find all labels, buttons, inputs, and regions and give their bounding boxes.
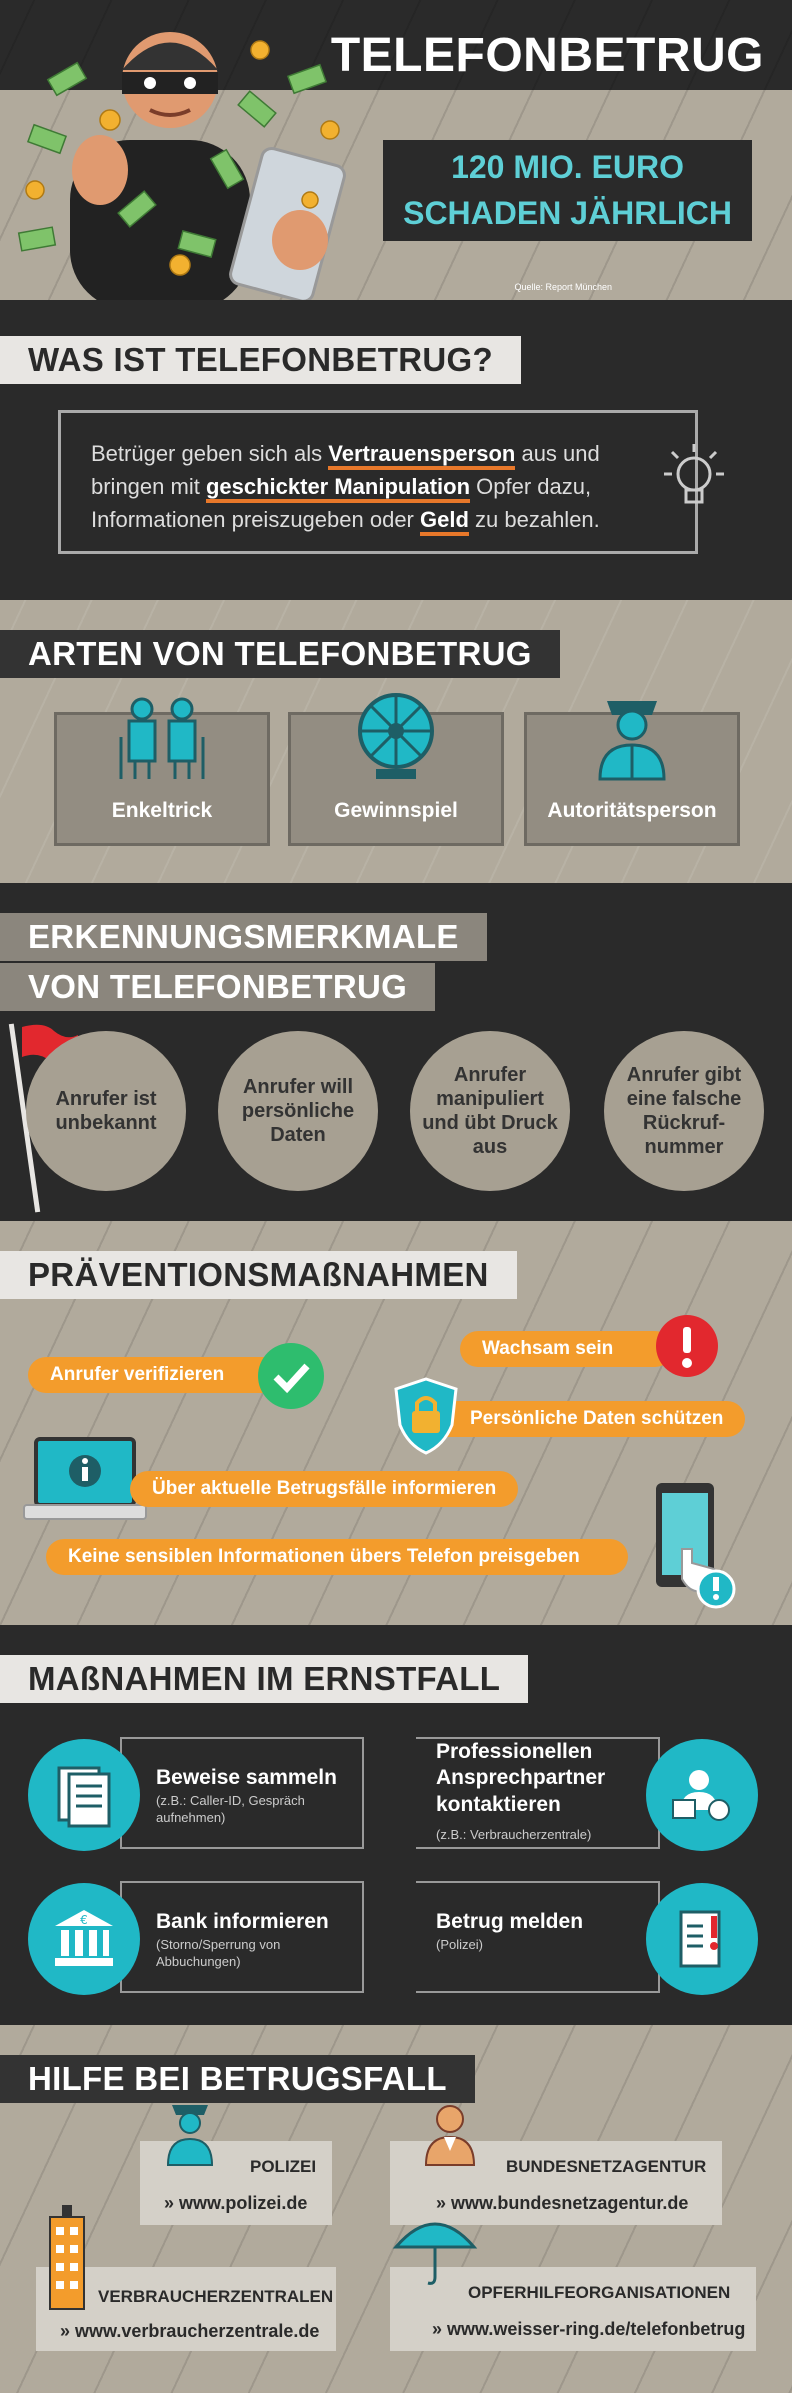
- help-link[interactable]: » www.weisser-ring.de/telefonbetrug: [432, 2319, 746, 2339]
- help-heading: HILFE BEI BETRUGSFALL: [0, 2055, 475, 2103]
- smartphone-touch-icon: [652, 1479, 742, 1609]
- emergency-title: Bank informieren: [156, 1910, 329, 1933]
- emergency-section: [0, 1625, 792, 2025]
- emergency-item-report: [410, 1873, 792, 2003]
- prevention-item: Keine sensiblen Informationen übers Telefon preisgeben: [46, 1539, 628, 1575]
- emergency-item-bank: [0, 1873, 380, 2003]
- definition-heading: WAS IST TELEFONBETRUG?: [0, 336, 521, 384]
- type-label: Gewinnspiel: [334, 799, 458, 822]
- shield-lock-icon: [390, 1375, 462, 1455]
- damage-badge: [383, 140, 752, 241]
- type-card-lottery: [288, 712, 504, 846]
- type-label: Autoritätsperson: [547, 799, 717, 822]
- type-card-authority: [524, 712, 740, 846]
- definition-box: [58, 410, 698, 554]
- main-title: TELEFONBETRUG: [330, 29, 764, 82]
- emergency-item-contact: [410, 1729, 792, 1859]
- prevention-item: Wachsam sein: [460, 1331, 673, 1367]
- definition-text-2: aus und bringen mit: [91, 441, 600, 499]
- prevention-heading: PRÄVENTIONSMAßNAHMEN: [0, 1251, 517, 1299]
- prevention-section: [0, 1221, 792, 1625]
- definition-text-4: zu bezahlen.: [468, 507, 600, 532]
- types-heading: ARTEN VON TELEFONBETRUG: [0, 630, 560, 678]
- prevention-item: Persönliche Daten schützen: [420, 1401, 745, 1437]
- emergency-subtitle: (Storno/Sperrung von Abbuchungen): [156, 1937, 281, 1969]
- emergency-subtitle: (z.B.: Verbraucherzentrale): [436, 1827, 592, 1842]
- police-officer-icon: [160, 2097, 220, 2167]
- help-link[interactable]: » www.verbraucherzentrale.de: [60, 2321, 320, 2341]
- help-card-victim-support: [390, 2267, 756, 2351]
- help-section: [0, 2025, 792, 2393]
- definition-section: [0, 300, 792, 600]
- umbrella-icon: [390, 2207, 480, 2287]
- help-name: POLIZEI: [250, 2157, 317, 2176]
- definition-text-1: Betrüger geben sich als: [91, 441, 329, 466]
- prevention-item: Anrufer verifizieren: [28, 1357, 284, 1393]
- help-name: VERBRAUCHERZENTRALEN: [98, 2287, 334, 2306]
- help-card-consumer-centers: [36, 2267, 336, 2351]
- types-section: [0, 600, 792, 883]
- emergency-subtitle: (Polizei): [436, 1937, 483, 1952]
- elderly-couple-icon: [107, 687, 217, 782]
- header-section: [0, 0, 792, 300]
- sign-circle: Anrufer ist unbekannt: [26, 1031, 186, 1191]
- emergency-heading: MAßNAHMEN IM ERNSTFALL: [0, 1655, 528, 1703]
- emergency-subtitle: (z.B.: Caller-ID, Gespräch aufnehmen): [156, 1793, 305, 1825]
- warning-icon: [654, 1313, 720, 1379]
- damage-label: SCHADEN JÄHRLICH: [403, 195, 732, 232]
- office-building-icon: [42, 2201, 92, 2311]
- source-note: Quelle: Report München: [514, 282, 612, 292]
- prevention-item: Über aktuelle Betrugsfälle informieren: [130, 1471, 518, 1507]
- agent-person-icon: [420, 2097, 480, 2167]
- help-name: OPFERHILFEORGANISATIONEN: [468, 2283, 731, 2302]
- laptop-info-icon: [22, 1435, 148, 1525]
- highlight-manipulation: geschickter Manipulation: [206, 474, 470, 503]
- lightbulb-icon: [654, 440, 734, 520]
- bank-icon: [28, 1883, 140, 1995]
- signs-section: [0, 883, 792, 1221]
- type-card-grandchild: [54, 712, 270, 846]
- sign-circle: Anrufer gibt eine falsche Rückruf-nummer: [604, 1031, 764, 1191]
- help-link[interactable]: » www.bundesnetzagentur.de: [436, 2193, 689, 2213]
- checkmark-icon: [256, 1341, 326, 1411]
- svg-text:€: €: [80, 1913, 88, 1927]
- help-link[interactable]: » www.polizei.de: [164, 2193, 308, 2213]
- signs-heading-line1: ERKENNUNGSMERKMALE: [0, 913, 487, 961]
- definition-text-3: Opfer dazu, Informationen preiszugeben oder: [91, 474, 592, 532]
- sign-circle: Anrufer will persönliche Daten: [218, 1031, 378, 1191]
- sign-circle: Anrufer manipuliert und übt Druck aus: [410, 1031, 570, 1191]
- highlight-trusted-person: Vertrauensperson: [328, 441, 515, 470]
- report-document-icon: [646, 1883, 758, 1995]
- documents-icon: [28, 1739, 140, 1851]
- damage-amount: 120 MIO. EURO: [451, 149, 685, 185]
- help-card-police: [140, 2141, 332, 2225]
- help-name: BUNDESNETZAGENTUR: [506, 2157, 707, 2176]
- type-label: Enkeltrick: [111, 799, 213, 822]
- emergency-item-evidence: [0, 1729, 380, 1859]
- emergency-title: Betrug melden: [436, 1910, 584, 1933]
- highlight-money: Geld: [420, 507, 469, 536]
- emergency-title: Beweise sammeln: [156, 1766, 337, 1789]
- emergency-title: Professionellen Ansprechpartner kontaktieren: [436, 1740, 606, 1816]
- phone-thief-illustration: [10, 10, 380, 300]
- police-officer-icon: [582, 687, 682, 782]
- professional-contact-icon: [646, 1739, 758, 1851]
- signs-heading-line2: VON TELEFONBETRUG: [0, 963, 435, 1011]
- prize-wheel-icon: [346, 687, 446, 782]
